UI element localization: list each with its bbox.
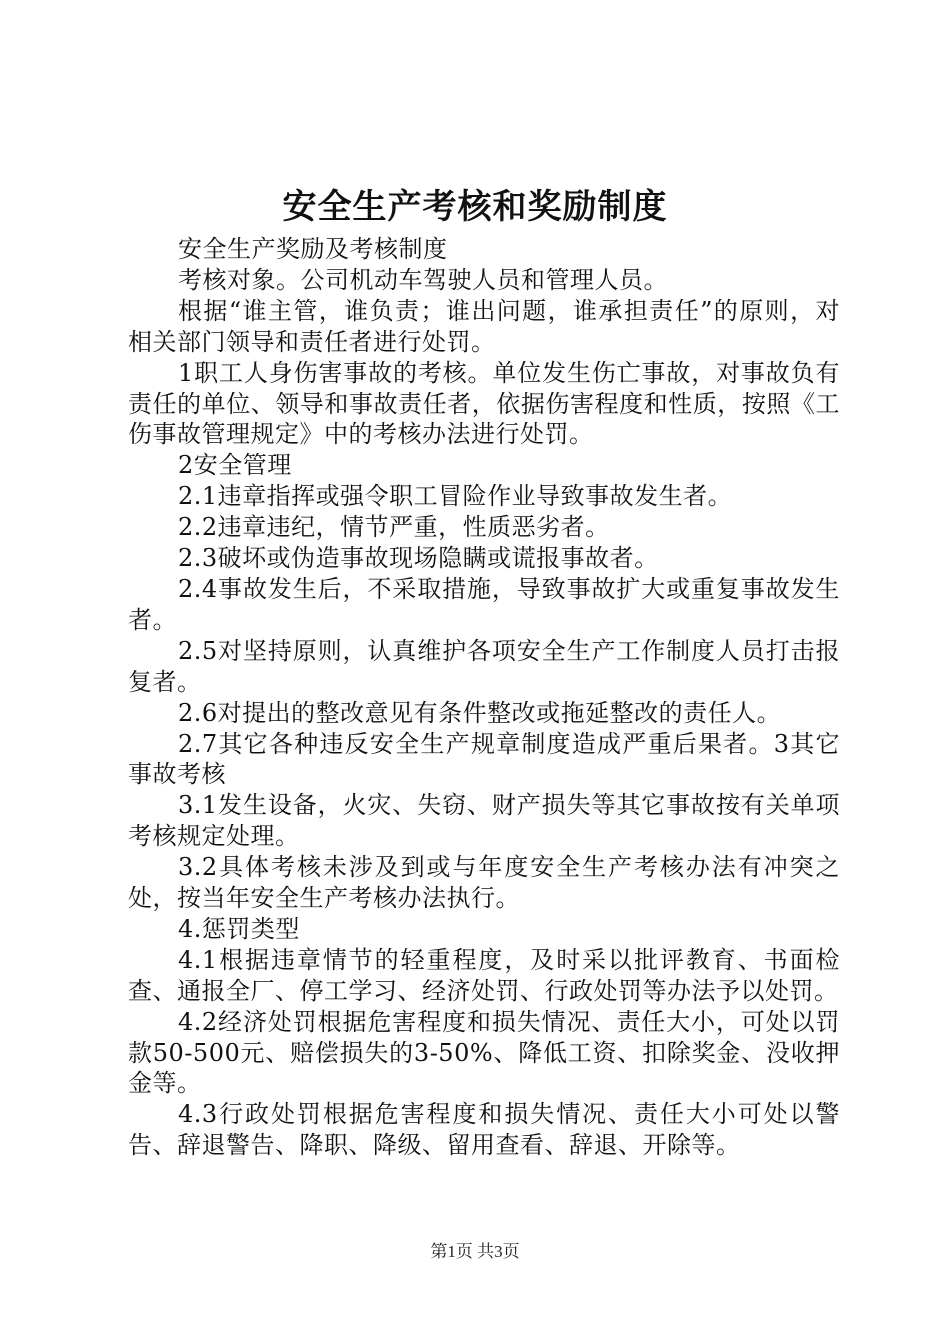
paragraph: 安全生产奖励及考核制度 <box>178 235 448 263</box>
paragraph: 根据“谁主管，谁负责；谁出问题，谁承担责任”的原则，对相关部门领导和责任者进行处罚。 <box>128 296 840 356</box>
document-title: 安全生产考核和奖励制度 <box>282 187 668 227</box>
paragraph: 2.7其它各种违反安全生产规章制度造成严重后果者。3其它事故考核 <box>128 729 840 789</box>
paragraph: 3.1发生设备，火灾、失窃、财产损失等其它事故按有关单项考核规定处理。 <box>128 791 840 851</box>
paragraph: 3.2具体考核未涉及到或与年度安全生产考核办法有冲突之处，按当年安全生产考核办法执行。 <box>128 853 840 913</box>
paragraph: 1职工人身伤害事故的考核。单位发生伤亡事故，对事故负有责任的单位、领导和事故责任者，依据伤害程度和性质，按照《工伤事故管理规定》中的考核办法进行处罚。 <box>128 358 840 449</box>
paragraph: 4.3行政处罚根据危害程度和损失情况、责任大小可处以警告、辞退警告、降职、降级、留用查看、辞退、开除等。 <box>128 1100 840 1160</box>
document-body <box>128 234 840 1161</box>
paragraph: 4.2经济处罚根据危害程度和损失情况、责任大小，可处以罚款50-500元、赔偿损失的3-50%、降低工资、扣除奖金、没收押金等。 <box>128 1007 840 1098</box>
paragraph: 2.3破坏或伪造事故现场隐瞒或谎报事故者。 <box>178 544 659 573</box>
paragraph: 2安全管理 <box>178 451 292 480</box>
paragraph: 2.6对提出的整改意见有条件整改或拖延整改的责任人。 <box>178 698 782 727</box>
paragraph: 考核对象。公司机动车驾驶人员和管理人员。 <box>178 265 668 294</box>
paragraph: 4.惩罚类型 <box>178 914 300 943</box>
paragraph: 2.2违章违纪，情节严重，性质恶劣者。 <box>178 513 610 542</box>
paragraph: 2.5对坚持原则，认真维护各项安全生产工作制度人员打击报复者。 <box>128 636 840 696</box>
paragraph: 2.1违章指挥或强令职工冒险作业导致事故发生者。 <box>178 482 733 511</box>
page-number-footer: 第1页 共3页 <box>430 1242 520 1261</box>
paragraph: 4.1根据违章情节的轻重程度，及时采以批评教育、书面检查、通报全厂、停工学习、经济处罚、行政处罚等办法予以处罚。 <box>128 945 840 1005</box>
paragraph: 2.4事故发生后，不采取措施，导致事故扩大或重复事故发生者。 <box>128 574 840 634</box>
